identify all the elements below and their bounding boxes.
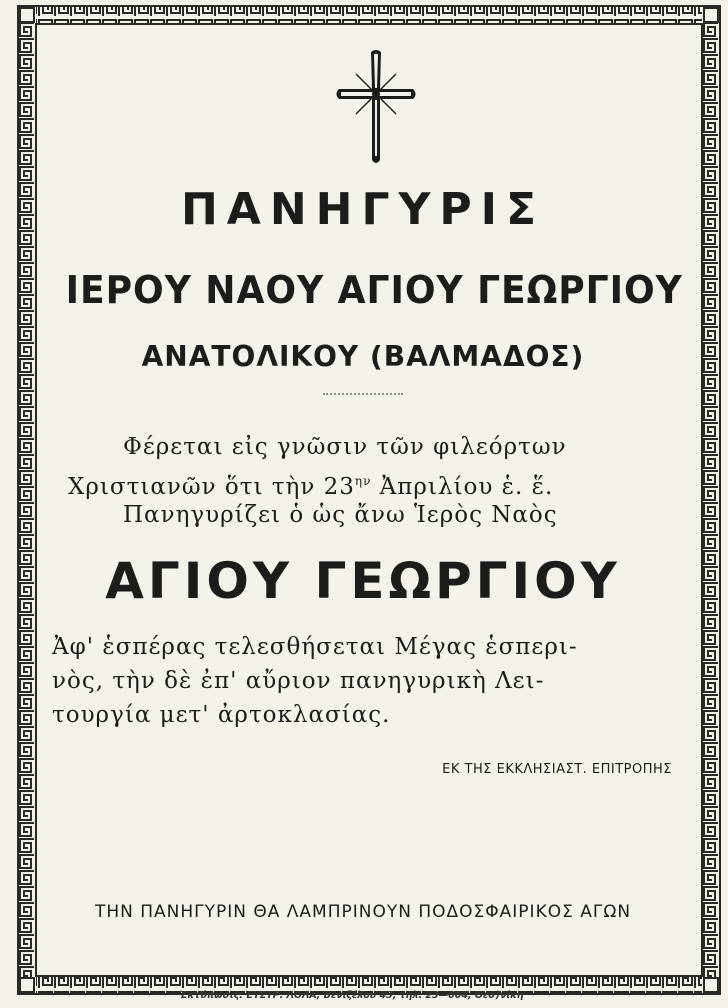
church-name: ΙΕΡΟΥ ΝΑΟΥ ΑΓΙΟΥ ΓΕΩΡΓΙΟΥ <box>65 268 683 312</box>
footer-note: ΤΗΝ ΠΑΝΗΓΥΡΙΝ ΘΑ ΛΑΜΠΡΙΝΟΥΝ ΠΟΔΟΣΦΑΙΡΙΚΟΣ ΑΓΩΝ <box>94 902 632 922</box>
printer-credit: Ἐκτύπωσις: ΕΥΣΤΡ. ΛΟΛΑ, Βενιζέλου 45, τηλ. 23—004, Θεσ)νίκη <box>180 990 524 1001</box>
saint-name: ΑΓΙΟΥ ΓΕΩΡΓΙΟΥ <box>105 552 621 610</box>
divider <box>323 393 403 395</box>
schedule-line: νὸς, τὴν δὲ ἐπ' αὔριον πανηγυρικὴ Λει- <box>52 668 545 694</box>
announcement-month-text: Ἀπριλίου ἑ. ἕ. <box>371 474 554 500</box>
poster-title: ΠΑΝΗΓΥΡΙΣ <box>180 184 546 235</box>
cross-icon <box>333 48 419 166</box>
announcement-line: Πανηγυρίζει ὁ ὡς ἄνω Ἱερὸς Ναὸς <box>123 502 558 528</box>
committee-signature: ΕΚ ΤΗΣ ΕΚΚΛΗΣΙΑΣΤ. ΕΠΙΤΡΟΠΗΣ <box>442 762 672 777</box>
schedule-line: Ἀφ' ἑσπέρας τελεσθήσεται Μέγας ἑσπερι- <box>52 634 578 660</box>
announcement-line: Φέρεται εἰς γνῶσιν τῶν φιλεόρτων <box>123 434 567 460</box>
schedule-line: τουργία μετ' ἀρτοκλασίας. <box>52 702 391 728</box>
poster-content <box>50 0 683 1008</box>
announcement-date-text: Χριστιανῶν ὅτι τὴν 23 <box>68 474 355 500</box>
date-ordinal: ην <box>354 474 372 488</box>
location-name: ΑΝΑΤΟΛΙΚΟΥ (ΒΑΛΜΑΔΟΣ) <box>141 340 585 373</box>
